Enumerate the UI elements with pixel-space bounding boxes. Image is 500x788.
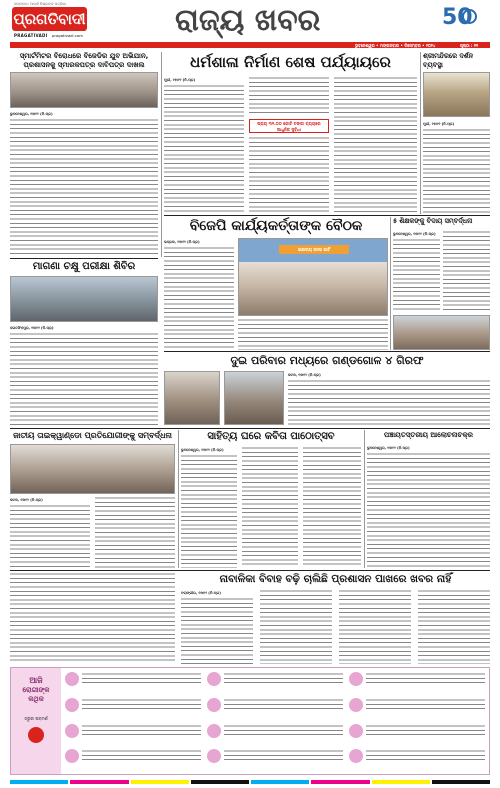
story-dharmashala	[164, 52, 417, 214]
section-title: ରାଜ୍ୟ ଖବର	[175, 3, 321, 38]
story-poetry-col3	[303, 446, 361, 568]
ad-advice-label: ଜରୁରୀ ପରାମର୍ଶ	[24, 716, 48, 721]
story-eye-camp-dateline: ଜଗତସିଂହପୁର, ୧୭ା୧୨ (ନି.ପ୍ର)	[10, 326, 54, 330]
ad-tip	[349, 672, 485, 695]
ad-tip	[65, 698, 201, 721]
row-rule	[10, 570, 490, 571]
story-smartmeter-text	[10, 118, 158, 257]
tip-icon	[349, 749, 363, 763]
story-family-clash-photo-1	[164, 371, 220, 425]
story-teachers-text2	[443, 230, 490, 312]
column-rule	[178, 430, 179, 568]
story-dharmashala-col3	[334, 76, 417, 214]
ad-tip	[349, 749, 485, 772]
anniversary-number: 50	[442, 5, 473, 30]
story-family-clash-photo-2	[224, 371, 284, 425]
story-poetry-text2	[242, 446, 298, 568]
story-taekwondo-headline: ଜାତୀୟ ତାଇକ୍ୱାଣ୍ଡୋ ପ୍ରତିଯୋଗୀଙ୍କୁ ସମ୍ବର୍ଦ୍ଧନା	[13, 431, 172, 440]
story-taekwondo-col1	[10, 496, 90, 568]
story-taekwondo-dateline: କଟକ, ୧୭ା୧୨ (ନି.ପ୍ର)	[10, 498, 43, 502]
story-taekwondo-text2	[95, 496, 175, 568]
ad-title-3: କଥିକ	[28, 695, 44, 703]
story-srimandir-body	[423, 120, 490, 214]
story-child-marriage-text4	[418, 589, 490, 664]
ad-tip	[207, 724, 343, 747]
health-ad	[10, 667, 490, 775]
story-bjp-banner: ଭାରତୀୟ ଜନତା ପାର୍ଟି	[279, 245, 349, 254]
registration-marks	[10, 780, 490, 784]
story-panchayat-text	[367, 452, 490, 568]
ad-tip	[65, 724, 201, 747]
story-teachers-col1	[393, 230, 440, 312]
story-family-clash-dateline: କଟକ, ୧୭ା୧୨ (ନି.ପ୍ର)	[288, 373, 321, 377]
story-smartmeter-dateline: ଭୁବନେଶ୍ୱର, ୧୭ା୧୨ (ନି.ପ୍ର)	[10, 112, 53, 116]
story-child-marriage-text2	[260, 589, 332, 664]
ad-logo-icon	[28, 727, 44, 743]
tip-icon	[349, 672, 363, 686]
story-child-marriage-text3	[339, 589, 411, 664]
story-srimandir-photo	[423, 72, 490, 117]
story-teachers-col2	[443, 230, 490, 312]
ad-tip	[207, 672, 343, 695]
masthead-url: pragativadi.com	[52, 33, 83, 38]
anniversary-emblem	[440, 5, 480, 35]
story-poetry	[181, 430, 361, 568]
column-rule	[364, 430, 365, 568]
story-bjp-dateline: ଭଦ୍ରକ, ୧୭ା୧୨ (ନି.ପ୍ର)	[164, 240, 200, 244]
story-dharmashala-text4	[334, 76, 417, 214]
tip-icon	[207, 749, 221, 763]
tip-icon	[65, 749, 79, 763]
story-dharmashala-col2	[249, 76, 329, 214]
story-panchayat-dateline: ଭୁବନେଶ୍ୱର, ୧୭ା୧୨ (ନି.ପ୍ର)	[367, 446, 410, 450]
ad-tip	[349, 698, 485, 721]
tip-icon	[207, 698, 221, 712]
tip-icon	[207, 672, 221, 686]
story-dharmashala-callout	[249, 119, 329, 133]
story-srimandir	[423, 52, 490, 214]
story-child-marriage-left-text	[10, 572, 175, 664]
story-child-marriage-col2	[260, 589, 332, 664]
story-panchayat-headline: ପଞ୍ଚାୟତସ୍ତରୀୟ ଆଲୋଚନାଚକ୍ର	[384, 431, 473, 439]
story-taekwondo-photo	[10, 444, 175, 494]
story-smartmeter-photo	[10, 72, 158, 108]
row-rule	[164, 215, 490, 216]
story-panchayat	[367, 430, 490, 568]
story-eye-camp-headline: ମାଗଣା ଚକ୍ଷୁ ପରୀକ୍ଷା ଶିବିର	[32, 261, 136, 272]
column-rule	[390, 217, 391, 350]
story-poetry-headline: ସାହିତ୍ୟ ଘରେ କବିତା ପାଠୋତ୍ସବ	[207, 431, 335, 442]
story-srimandir-dateline: ପୁରୀ, ୧୭ା୧୨ (ନି.ପ୍ର)	[423, 122, 455, 126]
ad-title-1: ଆଜି	[29, 676, 43, 685]
story-child-marriage-dateline: ବଲାଙ୍ଗୀର, ୧୭ା୧୨ (ନି.ପ୍ର)	[181, 591, 221, 595]
story-poetry-text3	[303, 446, 361, 568]
story-eye-camp-body	[10, 324, 158, 425]
story-bjp-text1	[164, 246, 234, 350]
tip-icon	[65, 672, 79, 686]
story-family-clash-text	[288, 379, 490, 425]
story-dharmashala-dateline: ପୁରୀ, ୧୭ା୧୨ (ନି.ପ୍ର)	[164, 78, 196, 82]
page-number: ପୃଷ୍ଠା : ୧୧	[460, 42, 479, 48]
story-smartmeter-body	[10, 110, 158, 257]
callout-text: ପ୍ରାୟ ୩୧.୦୦ କୋଟି ଟଙ୍କା ବ୍ୟୟରେ ଆଧୁନିକ ସୁବିଧା	[257, 121, 321, 132]
ad-title-block	[11, 668, 61, 774]
story-eye-camp-text	[10, 332, 158, 425]
anniversary-ring-icon	[462, 9, 477, 24]
story-teachers-dateline: ଭୁବନେଶ୍ୱର, ୧୭ା୧୨ (ନି.ପ୍ର)	[393, 232, 436, 236]
story-teachers-headline: ୫ ଶିକ୍ଷକଙ୍କୁ ବିଦାୟ ସମ୍ବର୍ଦ୍ଧନା	[393, 217, 473, 225]
story-teachers	[393, 217, 490, 350]
story-poetry-text1	[181, 454, 237, 568]
story-taekwondo-text1	[10, 504, 90, 568]
masthead	[0, 0, 500, 50]
story-child-marriage-headline: ନାବାଳିକା ବିବାହ ବଢ଼ି ଚାଲିଛି ପ୍ରଶାସନ ପାଖରେ ଖବର ନାହିଁ	[219, 573, 452, 585]
column-rule	[161, 52, 162, 257]
story-bjp-meeting	[164, 217, 388, 350]
story-dharmashala-col1	[164, 76, 244, 214]
story-family-clash	[164, 353, 490, 425]
story-child-marriage-text1	[181, 597, 253, 664]
story-srimandir-text	[423, 128, 490, 214]
story-bjp-photo	[238, 238, 388, 316]
dateline-bar: ଭୁବନେଶ୍ୱର • ମଙ୍ଗଳବାର • ଡିସେମ୍ବର • ୨୦୨୪	[355, 42, 436, 48]
logo-subtitle: PRAGATIVADI	[14, 33, 48, 38]
story-dharmashala-text3	[249, 136, 329, 214]
story-dharmashala-text1	[164, 84, 244, 214]
story-dharmashala-text2	[249, 76, 329, 116]
story-poetry-dateline: ଭୁବନେଶ୍ୱର, ୧୭ା୧୨ (ନି.ପ୍ର)	[181, 448, 224, 452]
tip-icon	[349, 698, 363, 712]
column-rule	[420, 52, 421, 214]
tip-icon	[65, 698, 79, 712]
story-eye-camp-photo	[10, 276, 158, 322]
story-child-marriage-left	[10, 572, 175, 664]
story-bjp-text2	[238, 318, 388, 350]
story-child-marriage-col1	[181, 589, 253, 664]
story-taekwondo-col2	[95, 496, 175, 568]
story-bjp-headline: ବିଜେପି କାର୍ଯ୍ୟକର୍ତ୍ତାଙ୍କ ବୈଠକ	[189, 218, 363, 234]
logo-text: ପ୍ରଗତିବାଦୀ	[13, 10, 86, 28]
logo	[12, 7, 87, 31]
story-poetry-col2	[242, 446, 298, 568]
tip-icon	[207, 724, 221, 738]
row-rule	[164, 351, 490, 352]
ad-tips-grid	[65, 672, 485, 772]
ad-tip	[65, 749, 201, 772]
row-rule	[10, 428, 490, 429]
ad-tip	[207, 698, 343, 721]
story-bjp-col2	[238, 318, 388, 350]
story-poetry-col1	[181, 446, 237, 568]
ad-tip	[349, 724, 485, 747]
story-smartmeter	[10, 52, 158, 257]
tip-icon	[65, 724, 79, 738]
story-family-clash-body	[288, 371, 490, 425]
story-teachers-text1	[393, 238, 440, 312]
story-teachers-photo	[393, 315, 490, 350]
story-eye-camp	[10, 260, 158, 425]
story-panchayat-body	[367, 444, 490, 568]
tip-icon	[349, 724, 363, 738]
ad-tip	[207, 749, 343, 772]
masthead-tagline: ସମ୍ପାଦକ: ଆଦର୍ଶ ମିଶ୍ରଙ୍କ ପତ୍ରିକା	[14, 2, 67, 6]
row-rule	[10, 258, 158, 259]
story-family-clash-headline: ଦୁଇ ପରିବାର ମଧ୍ୟରେ ଗଣ୍ଡଗୋଳ ୪ ଗିରଫ	[230, 354, 424, 367]
story-taekwondo	[10, 430, 175, 568]
ad-title-2: ରୋଗୀଙ୍କ	[22, 686, 50, 694]
story-smartmeter-headline: ସ୍ମାର୍ଟମିଟର ବିରୋଧରେ ବିଜେଡିର ଯୁବ ଅଭିଯାନ, ପ୍ରଶାସନକୁ ସ୍ମାରକପତ୍ର ଦାବିପତ୍ର ଦାଖଲ	[19, 52, 149, 69]
story-child-marriage	[10, 572, 490, 664]
story-child-marriage-col3	[339, 589, 411, 664]
story-dharmashala-headline: ଧର୍ମଶାଳା ନିର୍ମାଣ ଶେଷ ପର୍ଯ୍ୟାୟରେ	[190, 53, 391, 71]
story-srimandir-headline: ଶ୍ରୀମନ୍ଦିରରେ ଦର୍ଶନ ବ୍ୟବସ୍ଥା	[423, 52, 474, 69]
ad-tip	[65, 672, 201, 695]
story-bjp-col1	[164, 238, 234, 350]
story-child-marriage-col4	[418, 589, 490, 664]
